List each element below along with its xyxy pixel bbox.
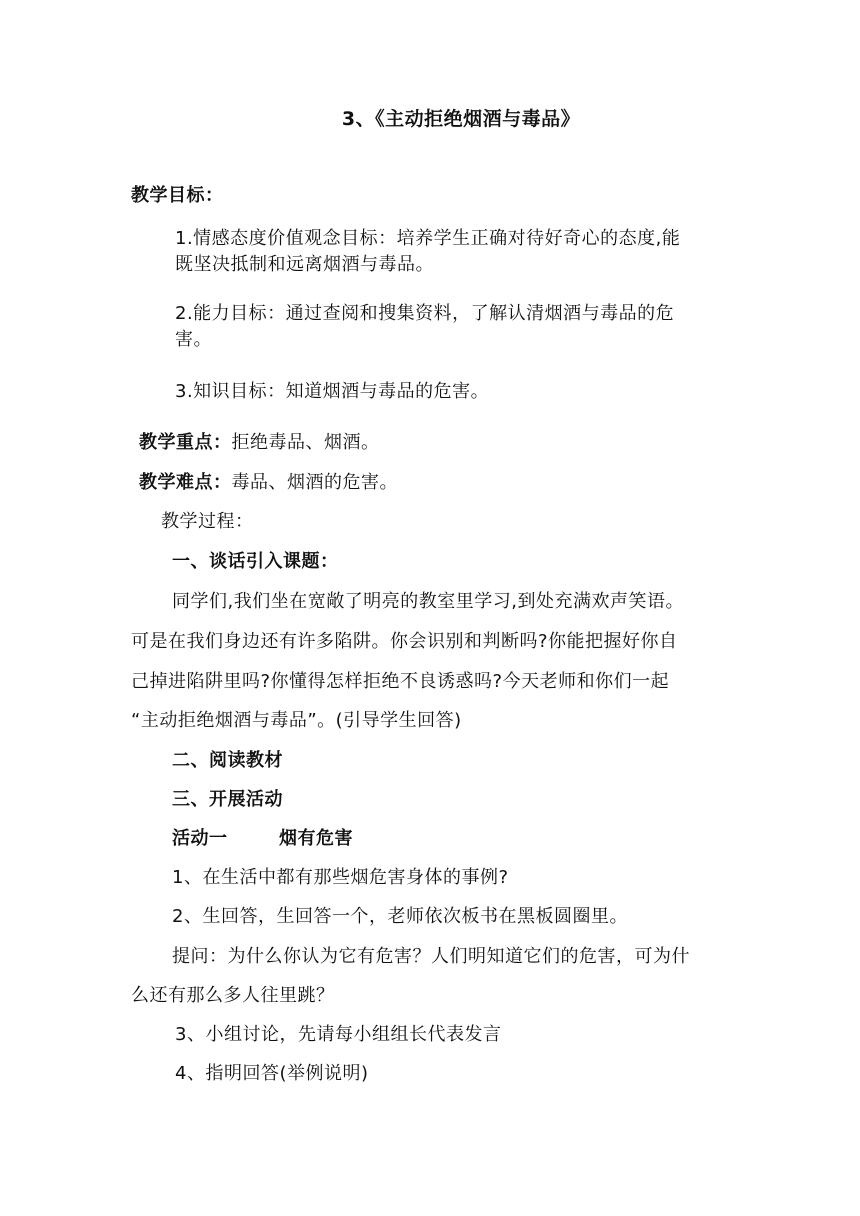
section-1-para-line-3: 己掉进陷阱里吗?你懂得怎样拒绝不良诱惑吗?今天老师和你们一起 [131,671,670,692]
key-point-label: 教学重点： [139,432,232,453]
activity-title: 烟有危害 [279,828,353,849]
objective-1-line-2: 既坚决抵制和远离烟酒与毒品。 [175,254,434,275]
step-3: 3、小组讨论，先请每小组组长代表发言 [175,1024,502,1045]
step-4: 4、指明回答(举例说明) [175,1063,369,1084]
process-heading: 教学过程： [161,511,254,532]
section-1-heading: 一、谈话引入课题： [172,551,339,572]
key-point-text: 拒绝毒品、烟酒。 [231,432,380,453]
objective-3: 3.知识目标：知道烟酒与毒品的危害。 [175,381,490,402]
section-1-para-line-1: 同学们,我们坐在宽敞了明亮的教室里学习,到处充满欢声笑语。 [172,591,684,612]
step-1: 1、在生活中都有那些烟危害身体的事例? [172,867,509,888]
objective-2-line-1: 2.能力目标：通过查阅和搜集资料，了解认清烟酒与毒品的危 [175,303,675,324]
section-3-heading: 三、开展活动 [172,789,283,810]
section-1-para-line-4: “主动拒绝烟酒与毒品”。(引导学生回答) [131,710,462,731]
objective-2-line-2: 害。 [175,329,212,350]
difficulty [139,471,398,495]
question-line-1: 提问：为什么你认为它有危害？人们明知道它们的危害，可为什 [172,946,690,967]
document-title: 3、《主动拒绝烟酒与毒品》 [341,108,581,130]
objective-1-line-1: 1.情感态度价值观念目标：培养学生正确对待好奇心的态度,能 [175,228,681,249]
section-2-heading: 二、阅读教材 [172,750,283,771]
key-point [139,431,380,455]
difficulty-label: 教学难点： [139,472,232,493]
step-2: 2、生回答，生回答一个，老师依次板书在黑板圆圈里。 [172,906,628,927]
activity-label: 活动一 [172,828,228,849]
question-line-2: 么还有那么多人往里跳？ [131,985,335,1006]
difficulty-text: 毒品、烟酒的危害。 [231,472,398,493]
objectives-heading: 教学目标： [131,185,224,206]
section-1-para-line-2: 可是在我们身边还有许多陷阱。你会识别和判断吗?你能把握好你自 [131,631,678,652]
